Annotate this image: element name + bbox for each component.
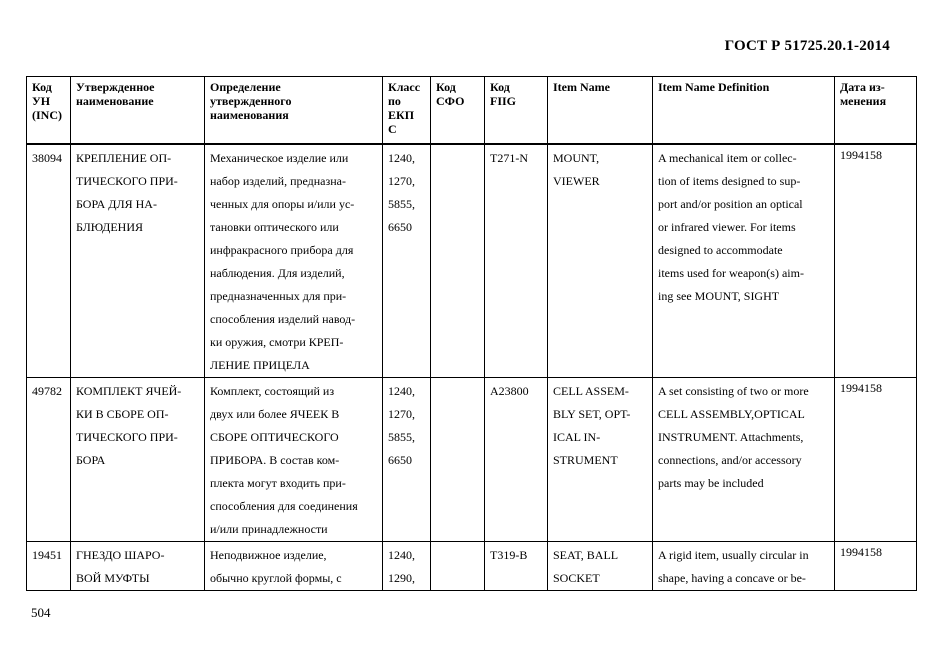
item-name-cell: MOUNT, VIEWER [548,144,653,378]
definition-cell: Неподвижное изделие, обычно круглой формы, с [205,542,383,591]
col-header-inc: Код УН (INC) [27,77,71,145]
sfo-cell [431,542,485,591]
class-cell: 1240, 1290, [383,542,431,591]
inc-cell: 49782 [27,378,71,542]
fiig-cell: T271-N [485,144,548,378]
table-row [27,542,917,591]
col-header-item-name-definition: Item Name Definition [653,77,835,145]
col-header-approved-name: Утвержденное наименование [71,77,205,145]
change-date-cell: 1994158 [835,378,917,542]
inc-cell: 19451 [27,542,71,591]
inc-cell: 38094 [27,144,71,378]
approved-name-cell: КРЕПЛЕНИЕ ОП- ТИЧЕСКОГО ПРИ- БОРА ДЛЯ НА- БЛЮДЕНИЯ [71,144,205,378]
col-header-class: Класс по ЕКП С [383,77,431,145]
item-definition-cell: A mechanical item or collec- tion of items designed to sup- port and/or position an optical or infrared viewer. For items designed to accommodate items used for weapon(s) aim- ing see MOUNT, SIGHT [653,144,835,378]
sfo-cell [431,378,485,542]
class-cell: 1240, 1270, 5855, 6650 [383,144,431,378]
class-cell: 1240, 1270, 5855, 6650 [383,378,431,542]
fiig-cell: T319-B [485,542,548,591]
table-header-row [27,77,917,145]
item-name-cell: SEAT, BALL SOCKET [548,542,653,591]
sfo-cell [431,144,485,378]
col-header-item-name: Item Name [548,77,653,145]
definition-cell: Механическое изделие или набор изделий, предназна- ченных для опоры и/или ус- тановки оптического или инфракрасного прибора для наблюдения. Для изделий, предназначенных для при- способления изделий навод- ки оружия, смотри КРЕП- ЛЕНИЕ ПРИЦЕЛА [205,144,383,378]
item-definition-cell: A rigid item, usually circular in shape, having a concave or be- [653,542,835,591]
change-date-cell: 1994158 [835,542,917,591]
col-header-change-date: Дата из- менения [835,77,917,145]
col-header-definition: Определение утвержденного наименования [205,77,383,145]
definition-cell: Комплект, состоящий из двух или более ЯЧЕЕК В СБОРЕ ОПТИЧЕСКОГО ПРИБОРА. В состав ком- плекта могут входить при- способления для соединения и/или принадлежности [205,378,383,542]
approved-name-cell: ГНЕЗДО ШАРО- ВОЙ МУФТЫ [71,542,205,591]
approved-name-cell: КОМПЛЕКТ ЯЧЕЙ- КИ В СБОРЕ ОП- ТИЧЕСКОГО ПРИ- БОРА [71,378,205,542]
table-row [27,378,917,542]
change-date-cell: 1994158 [835,144,917,378]
page-number: 504 [31,605,51,620]
catalog-table [26,76,917,591]
col-header-fiig: Код FIIG [485,77,548,145]
item-name-cell: CELL ASSEM- BLY SET, OPT- ICAL IN- STRUMENT [548,378,653,542]
item-definition-cell: A set consisting of two or more CELL ASSEMBLY,OPTICAL INSTRUMENT. Attachments, connections, and/or accessory parts may be included [653,378,835,542]
col-header-sfo: Код СФО [431,77,485,145]
document-code: ГОСТ Р 51725.20.1-2014 [724,38,890,54]
fiig-cell: A23800 [485,378,548,542]
table-row [27,144,917,378]
